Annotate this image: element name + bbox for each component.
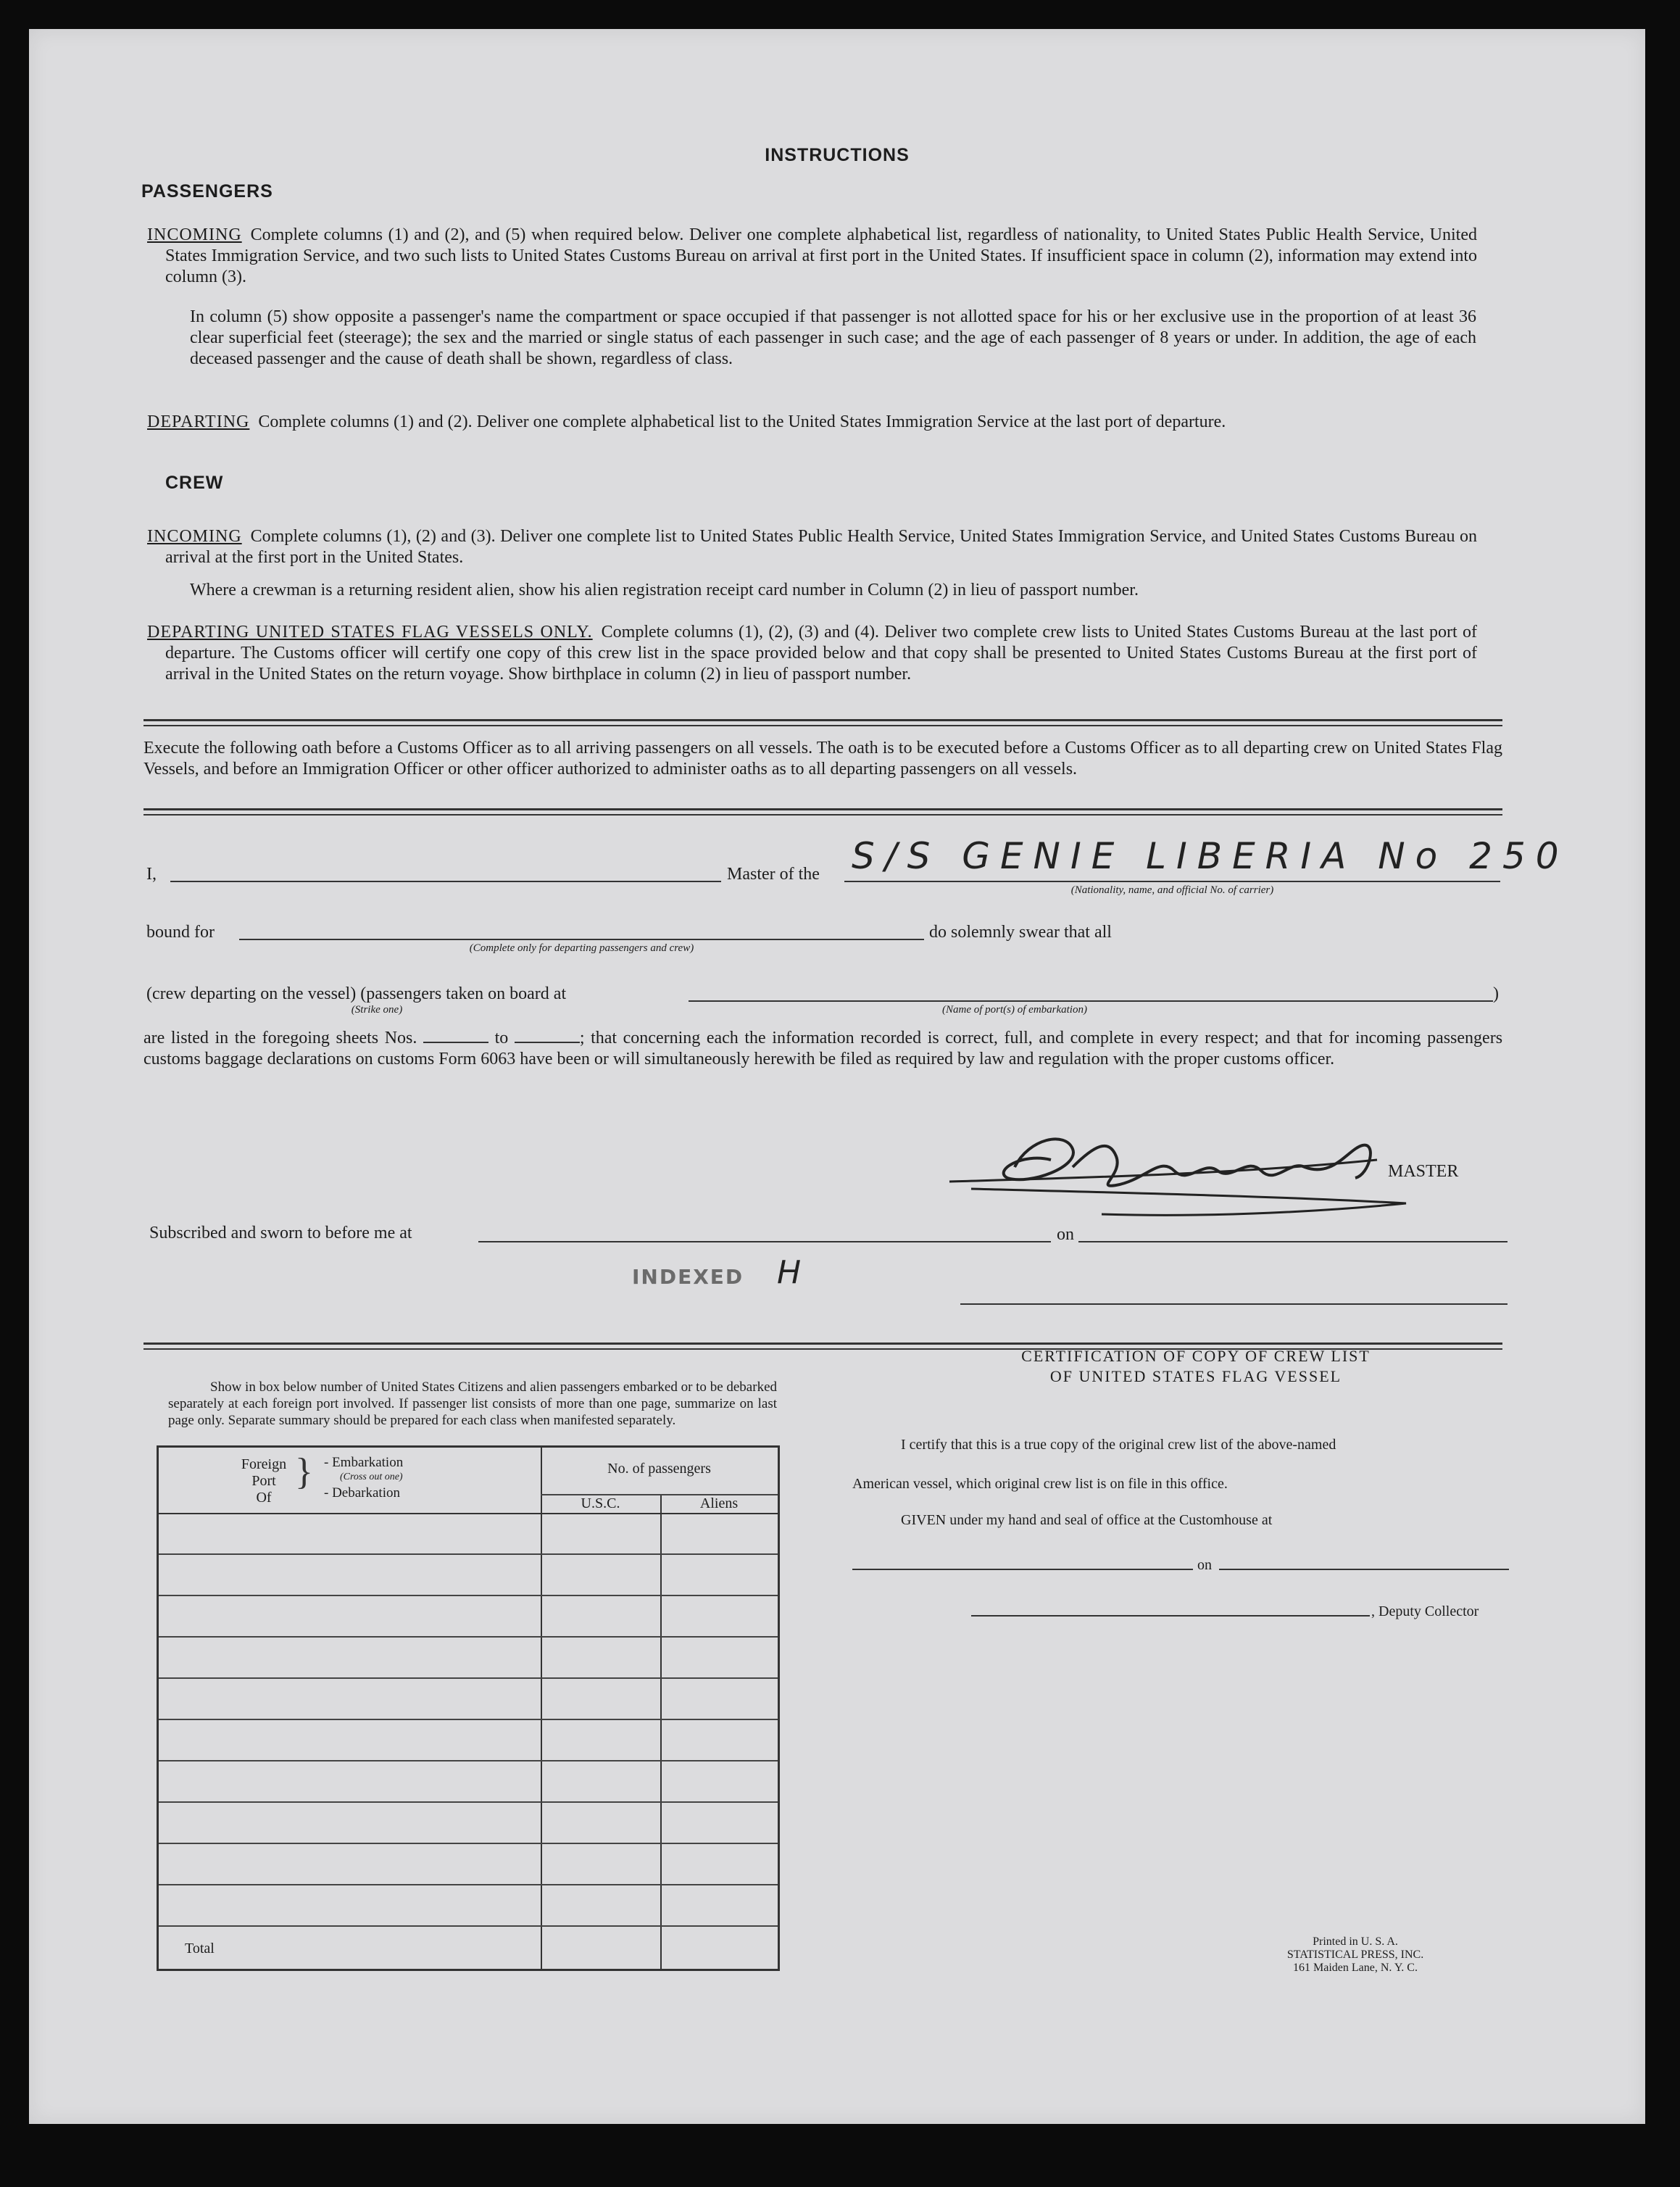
usc-header: U.S.C.: [581, 1495, 620, 1511]
debarkation-label: - Debarkation: [324, 1485, 400, 1501]
passengers-departing-label: DEPARTING: [147, 412, 250, 431]
column-divider: [660, 1494, 662, 1969]
deputy-collector-line[interactable]: [971, 1615, 1370, 1617]
vessel-handwritten: S/S GENIE LIBERIA No 250: [852, 835, 1569, 877]
printer-imprint: [1261, 1935, 1450, 1975]
table-row[interactable]: [159, 1553, 778, 1555]
crew-incoming-paragraph: [147, 526, 1477, 568]
vessel-caption: (Nationality, name, and official No. of carrier): [1070, 884, 1274, 896]
master-of-label: Master of the: [727, 865, 820, 884]
table-row[interactable]: [159, 1801, 778, 1803]
crew-departing-paragraph: [147, 622, 1477, 685]
of-label: Of: [256, 1490, 272, 1506]
column5-paragraph: In column (5) show opposite a passenger's name the compartment or space occupied if that passenger is not allotted space for his or her exclusive use in the proportion of at least 36 clear superficial feet (steerage); the sex and the married or single status of each passenger in such case; and the age of each passenger of 8 years or under. In addition, the age of each deceased passenger and the cause of death shall be shown, regardless of class.: [190, 307, 1476, 368]
crew-departing-label: (crew departing on the vessel) (passengers taken on board at: [146, 984, 567, 1003]
document-page: [29, 29, 1645, 2124]
no-passengers-header: No. of passengers: [607, 1461, 711, 1477]
port-caption: (Name of port(s) of embarkation): [942, 1004, 1087, 1016]
column-divider: [541, 1448, 542, 1969]
divider: [144, 808, 1502, 810]
indexed-stamp: INDEXED: [632, 1265, 744, 1289]
passengers-incoming-label: INCOMING: [147, 225, 242, 244]
table-row[interactable]: [159, 1636, 778, 1638]
certification-heading-1: CERTIFICATION OF COPY OF CREW LIST: [1021, 1347, 1371, 1365]
crew-incoming-label: INCOMING: [147, 527, 242, 546]
embarkation-label: - Embarkation: [324, 1455, 404, 1470]
passenger-summary-table: [157, 1445, 780, 1971]
crew-resident-paragraph: Where a crewman is a returning resident alien, show his alien registration receipt card number in Column (2) in lieu of passport number.: [190, 581, 1139, 599]
subscribed-place-line[interactable]: [478, 1241, 1051, 1242]
page-title: INSTRUCTIONS: [765, 145, 910, 165]
close-paren: ): [1493, 984, 1499, 1003]
crew-departing-label: DEPARTING UNITED STATES FLAG VESSELS ONLY.: [147, 623, 593, 642]
cert-date-line[interactable]: [1219, 1569, 1509, 1570]
master-label: MASTER: [1388, 1162, 1459, 1181]
subscribed-on-label: on: [1057, 1225, 1074, 1244]
table-row[interactable]: [159, 1760, 778, 1761]
crew-departing-text: Complete columns (1), (2), (3) and (4). Deliver two complete crew lists to United States Customs Bureau at the last port of departure. The Customs officer will certify one copy of this crew list in the space provided below and that copy shall be presented to United States Customs Bureau at the first port of arrival in the United States on the return voyage. Show birthplace in column (2) in lieu of passport number.: [165, 623, 1477, 684]
certify-line-1: I certify that this is a true copy of the original crew list of the above-named: [901, 1437, 1336, 1453]
subscribed-date-line[interactable]: [1078, 1241, 1508, 1242]
table-row[interactable]: [159, 1719, 778, 1720]
brace-icon: }: [295, 1451, 313, 1493]
subscribed-label: Subscribed and sworn to before me at: [149, 1224, 412, 1242]
bound-caption: (Complete only for departing passengers and crew): [469, 942, 694, 954]
crew-heading: CREW: [165, 473, 224, 493]
header-bottom: [159, 1513, 778, 1514]
given-line: GIVEN under my hand and seal of office at the Customhouse at: [901, 1512, 1273, 1528]
table-row[interactable]: [159, 1677, 778, 1679]
certify-line-2: American vessel, which original crew list is on file in this office.: [852, 1476, 1228, 1492]
sheets-text-1: are listed in the foregoing sheets Nos.: [144, 1029, 417, 1047]
foreign-label: Foreign: [241, 1456, 287, 1472]
officer-signature-line[interactable]: [960, 1303, 1508, 1305]
sheets-paragraph: [144, 1028, 1502, 1070]
table-row[interactable]: [159, 1925, 778, 1927]
table-row[interactable]: [159, 1884, 778, 1885]
sheets-to: to: [494, 1029, 509, 1047]
indexed-mark: H: [777, 1254, 802, 1291]
bound-for-label: bound for: [146, 923, 215, 942]
vessel-line[interactable]: [844, 881, 1500, 882]
divider: [144, 719, 1502, 721]
strike-caption: (Strike one): [351, 1004, 403, 1016]
printer-line-2: STATISTICAL PRESS, INC.: [1286, 1949, 1424, 1961]
divider: [144, 725, 1502, 726]
cross-out-label: (Cross out one): [340, 1472, 403, 1482]
deputy-collector-label: , Deputy Collector: [1371, 1603, 1479, 1619]
passengers-incoming-paragraph: [147, 225, 1477, 288]
printer-line-1: Printed in U. S. A.: [1313, 1935, 1398, 1948]
table-row[interactable]: [159, 1595, 778, 1596]
swear-label: do solemnly swear that all: [929, 923, 1112, 942]
port-label: Port: [251, 1473, 276, 1489]
summary-instructions: Show in box below number of United States Citizens and alien passengers embarked or to be debarked separately at each foreign port involved. If passenger list consists of more than one page, summarize on last page only. Separate summary should be prepared for each class when manifested separately.: [168, 1379, 777, 1428]
passengers-departing-paragraph: [147, 412, 1477, 433]
sheet-to-field[interactable]: [515, 1042, 580, 1043]
passengers-heading: PASSENGERS: [141, 181, 273, 202]
embarkation-port-line[interactable]: [689, 1000, 1493, 1002]
passengers-incoming-text: Complete columns (1) and (2), and (5) when required below. Deliver one complete alphabetical list, regardless of nationality, to United States Public Health Service, United States Immigration Service, and two such lists to United States Customs Bureau on arrival at first port in the United States. If insufficient space in column (2), information may extend into column (3).: [165, 225, 1477, 286]
crew-incoming-text: Complete columns (1), (2) and (3). Deliver one complete list to United States Public Health Service, United States Immigration Service, and United States Customs Bureau on arrival at the first port in the United States.: [165, 527, 1477, 567]
divider: [144, 814, 1502, 816]
aliens-header: Aliens: [699, 1495, 739, 1511]
customhouse-line[interactable]: [852, 1569, 1193, 1570]
total-label: Total: [185, 1941, 215, 1956]
master-signature: [928, 1116, 1421, 1225]
printer-line-3: 161 Maiden Lane, N. Y. C.: [1293, 1962, 1418, 1974]
cert-on-label: on: [1197, 1557, 1212, 1573]
sheets-text-2: ; that concerning each the information recorded is correct, full, and complete in every respect; and that for incoming passengers customs baggage declarations on customs Form 6063 have been or will simultaneously herewith be filed as required by law and regulation with the proper customs officer.: [144, 1029, 1503, 1068]
sheet-from-field[interactable]: [423, 1042, 488, 1043]
oath-i-label: I,: [146, 865, 157, 884]
table-row[interactable]: [159, 1843, 778, 1844]
oath-intro: Execute the following oath before a Customs Officer as to all arriving passengers on all vessels. The oath is to be executed before a Customs Officer as to all departing crew on United States Flag Vessels, and before an Immigration Officer or other officer authorized to administer oaths as to all departing passengers on all vessels.: [144, 739, 1502, 779]
certification-heading-2: OF UNITED STATES FLAG VESSEL: [1049, 1367, 1342, 1385]
master-name-line[interactable]: [170, 881, 721, 882]
passengers-departing-text: Complete columns (1) and (2). Deliver one complete alphabetical list to the United States Immigration Service at the last port of departure.: [258, 412, 1226, 431]
foreign-port-of-label: [235, 1456, 293, 1506]
bound-for-line[interactable]: [239, 939, 924, 940]
divider: [144, 1343, 1502, 1345]
